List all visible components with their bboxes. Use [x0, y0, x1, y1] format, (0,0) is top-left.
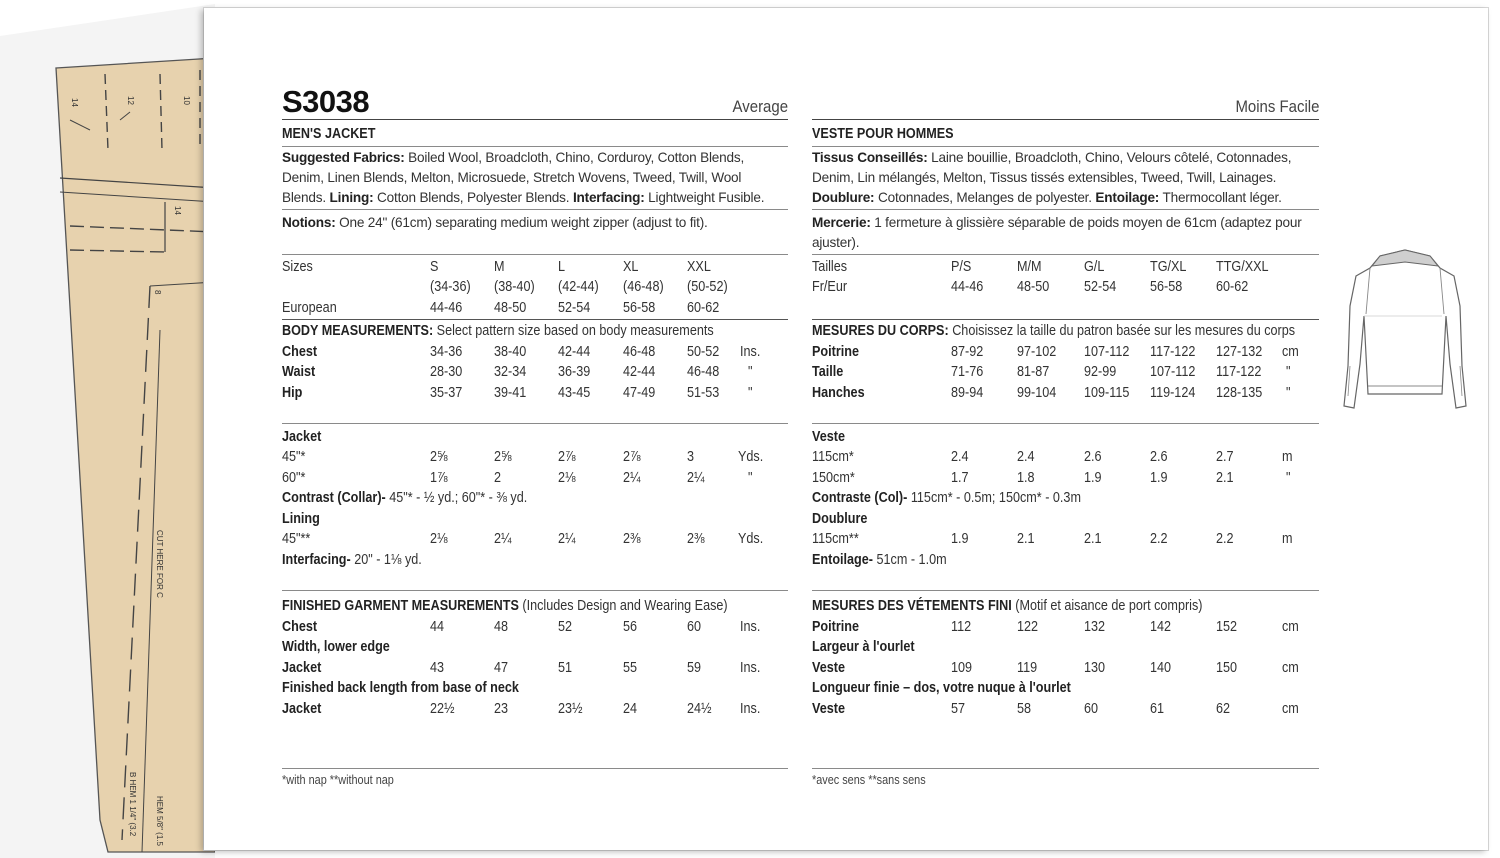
- lining-value-fr: 2.1: [1017, 531, 1035, 547]
- difficulty-level: Average: [732, 97, 788, 116]
- european-fr: 44-46: [951, 279, 984, 295]
- width-value-fr: 150: [1216, 660, 1238, 676]
- body-measurements-heading-fr: MESURES DU CORPS: Choisissez la taille du patron basée sur les mesures du corps: [812, 323, 1296, 339]
- yardage-value: 2⅞: [623, 449, 641, 465]
- lining-unit: Yds.: [738, 531, 764, 547]
- yardage-value-fr: 1.9: [1150, 470, 1168, 486]
- sizes-label-fr: Tailles: [812, 259, 848, 275]
- fabrics-label-fr: Tissus Conseillés:: [812, 150, 928, 165]
- size-s: S: [430, 259, 439, 275]
- size-xxl: XXL: [687, 259, 711, 275]
- hem-text-2: HEM 5/8" (1.5: [155, 796, 164, 846]
- lining-value: 2¼: [494, 531, 512, 547]
- yardage-row-label-fr: 150cm*: [812, 470, 855, 486]
- finished-measurements-heading: FINISHED GARMENT MEASUREMENTS (Includes Design and Wearing Ease): [282, 598, 728, 614]
- body-value-fr: 71-76: [951, 364, 984, 380]
- body-value: 43-45: [558, 385, 591, 401]
- size-fr: TG/XL: [1150, 259, 1187, 275]
- pattern-number-1: 14: [70, 98, 79, 107]
- pattern-tissue-background: [0, 0, 215, 858]
- sizes-label: Sizes: [282, 259, 313, 275]
- body-unit: ": [748, 364, 753, 380]
- body-value-fr: 87-92: [951, 344, 984, 360]
- width-value: 55: [623, 660, 638, 676]
- size-range-m: (38-40): [494, 279, 535, 295]
- finished-value-fr: 132: [1084, 619, 1106, 635]
- fabrics-label: Suggested Fabrics:: [282, 150, 405, 165]
- european-fr: 48-50: [1017, 279, 1050, 295]
- lining-row-label: 45"**: [282, 531, 311, 547]
- notions-text: One 24" (61cm) separating medium weight zipper (adjust to fit).: [339, 215, 708, 230]
- size-fr: M/M: [1017, 259, 1042, 275]
- lining-row-label-fr: 115cm**: [812, 531, 859, 547]
- size-fr: P/S: [951, 259, 972, 275]
- finished-value: 44: [430, 619, 445, 635]
- jacket-label-fr: Veste: [812, 429, 845, 445]
- yardage-value: 2¼: [623, 470, 641, 486]
- size-xl: XL: [623, 259, 639, 275]
- english-header: [282, 84, 788, 120]
- pattern-number-3: 10: [182, 96, 191, 105]
- yardage-value-fr: 2.4: [1017, 449, 1035, 465]
- width-value-fr: 109: [951, 660, 973, 676]
- notions-label-fr: Mercerie:: [812, 215, 871, 230]
- interfacing-label: Interfacing:: [572, 190, 645, 205]
- yardage-value-fr: 1.9: [1084, 470, 1102, 486]
- body-value: 47-49: [623, 385, 656, 401]
- european-fr: 52-54: [1084, 279, 1117, 295]
- size-range-l: (42-44): [558, 279, 599, 295]
- cut-here-text: CUT HERE FOR C: [155, 530, 164, 598]
- back-length-value-fr: 57: [951, 701, 966, 717]
- finished-value-fr: 142: [1150, 619, 1172, 635]
- lining-value-fr: 2.2: [1216, 531, 1234, 547]
- back-length-value: 23: [494, 701, 509, 717]
- yardage-value: 2⅝: [494, 449, 512, 465]
- back-length-value: 23½: [558, 701, 583, 717]
- yardage-value-fr: 2.1: [1216, 470, 1234, 486]
- body-value-fr: 92-99: [1084, 364, 1117, 380]
- back-length-row-label: Jacket: [282, 701, 322, 717]
- body-value-fr: 128-135: [1216, 385, 1263, 401]
- finished-value: 60: [687, 619, 702, 635]
- back-length-value-fr: 60: [1084, 701, 1099, 717]
- yardage-row-label-fr: 115cm*: [812, 449, 854, 465]
- european-fr: 56-58: [1150, 279, 1183, 295]
- back-length-value: 22½: [430, 701, 455, 717]
- finished-value-fr: 112: [951, 619, 972, 635]
- lining-value-fr: 2.1: [1084, 531, 1102, 547]
- european-m: 48-50: [494, 300, 527, 316]
- body-value-fr: 117-122: [1216, 364, 1262, 380]
- back-length-row-label-fr: Veste: [812, 701, 845, 717]
- finished-value: 48: [494, 619, 509, 635]
- finished-chest-label-fr: Poitrine: [812, 619, 859, 635]
- yardage-value: 3: [687, 449, 695, 465]
- finished-unit-fr: cm: [1282, 619, 1299, 635]
- lining-value-fr: 2.2: [1150, 531, 1168, 547]
- body-value-fr: 119-124: [1150, 385, 1196, 401]
- yardage-row-label: 45"*: [282, 449, 306, 465]
- body-unit-fr: ": [1286, 385, 1291, 401]
- yardage-value-fr: 1.8: [1017, 470, 1035, 486]
- interfacing-label-fr: Entoilage:: [1095, 190, 1160, 205]
- fabrics-paragraph: [282, 148, 788, 208]
- notions-label: Notions:: [282, 215, 336, 230]
- yardage-value: 2⅝: [430, 449, 448, 465]
- fabrics-text-fr: Laine bouillie, Broadcloth, Chino, Velours côtelé, Cotonnades, Denim, Lin mélangés, Melton, Tissus tissés extensibles, Tweed, Twill, Lainages.: [812, 150, 1292, 185]
- back-length-value: 24: [623, 701, 638, 717]
- contrast-row: Contrast (Collar)- 45"* - ½ yd.; 60"* - ⅜ yd.: [282, 490, 528, 506]
- jacket-back-illustration: [1342, 246, 1468, 414]
- body-value: 39-41: [494, 385, 527, 401]
- body-value-fr: 107-112: [1150, 364, 1196, 380]
- back-length-value-fr: 61: [1150, 701, 1165, 717]
- finished-unit: Ins.: [740, 619, 761, 635]
- european-xl: 56-58: [623, 300, 656, 316]
- width-value: 51: [558, 660, 573, 676]
- body-value-fr: 107-112: [1084, 344, 1130, 360]
- finished-chest-label: Chest: [282, 619, 318, 635]
- european-l: 52-54: [558, 300, 591, 316]
- body-value-fr: 97-102: [1017, 344, 1057, 360]
- finished-value-fr: 122: [1017, 619, 1039, 635]
- yardage-unit: Yds.: [738, 449, 764, 465]
- body-measurements-heading: BODY MEASUREMENTS: Select pattern size based on body measurements: [282, 323, 714, 339]
- difficulty-level-fr: Moins Facile: [1235, 97, 1319, 116]
- pattern-number-4: 14: [173, 206, 182, 215]
- footnote: *with nap **without nap: [282, 773, 394, 787]
- lining-value: 2⅛: [430, 531, 448, 547]
- body-value: 35-37: [430, 385, 463, 401]
- lining-value: 2¼: [558, 531, 576, 547]
- body-row-label-fr: Hanches: [812, 385, 865, 401]
- french-header: [812, 84, 1319, 120]
- body-value: 38-40: [494, 344, 527, 360]
- pattern-number-2: 12: [126, 96, 135, 105]
- body-unit: ": [748, 385, 753, 401]
- yardage-value-fr: 2.7: [1216, 449, 1234, 465]
- pattern-number-5: 8: [153, 290, 162, 295]
- back-length-unit: Ins.: [740, 701, 761, 717]
- yardage-value-fr: 2.6: [1150, 449, 1168, 465]
- pattern-envelope-back: [204, 8, 1488, 850]
- yardage-value-fr: 2.6: [1084, 449, 1102, 465]
- yardage-unit: ": [748, 470, 753, 486]
- width-label-fr: Largeur à l'ourlet: [812, 639, 915, 655]
- body-value-fr: 81-87: [1017, 364, 1050, 380]
- interfacing-text: Lightweight Fusible.: [648, 190, 765, 205]
- lining-label-fr: Doublure:: [812, 190, 875, 205]
- size-range-xl: (46-48): [623, 279, 664, 295]
- finished-value: 52: [558, 619, 573, 635]
- finished-measurements-heading-fr: MESURES DES VÉTEMENTS FINI (Motif et aisance de port compris): [812, 598, 1203, 614]
- width-value-fr: 130: [1084, 660, 1106, 676]
- back-length-value-fr: 58: [1017, 701, 1032, 717]
- yardage-value: 2: [494, 470, 502, 486]
- body-row-label-fr: Taille: [812, 364, 844, 380]
- fabrics-paragraph-fr: [812, 148, 1319, 208]
- body-value: 36-39: [558, 364, 591, 380]
- body-value: 46-48: [687, 364, 720, 380]
- width-row-label-fr: Veste: [812, 660, 845, 676]
- width-row-label: Jacket: [282, 660, 322, 676]
- width-value: 43: [430, 660, 445, 676]
- size-l: L: [558, 259, 566, 275]
- yardage-value-fr: 2.4: [951, 449, 969, 465]
- size-range-xxl: (50-52): [687, 279, 728, 295]
- body-value-fr: 109-115: [1084, 385, 1130, 401]
- body-value: 51-53: [687, 385, 720, 401]
- body-value: 42-44: [623, 364, 656, 380]
- pattern-number: S3038: [282, 84, 370, 119]
- width-value-fr: 119: [1017, 660, 1038, 676]
- lining-text: Cotton Blends, Polyester Blends.: [377, 190, 570, 205]
- footnote-fr: *avec sens **sans sens: [812, 773, 926, 787]
- yardage-unit-fr: m: [1282, 449, 1293, 465]
- back-length-unit-fr: cm: [1282, 701, 1299, 717]
- body-value: 50-52: [687, 344, 720, 360]
- european-label: European: [282, 300, 337, 316]
- lining-value: 2⅜: [623, 531, 641, 547]
- size-m: M: [494, 259, 505, 275]
- body-unit-fr: cm: [1282, 344, 1299, 360]
- notions-text-fr: 1 fermeture à glissière séparable de poids moyen de 61cm (adaptez pour ajuster).: [812, 215, 1302, 250]
- interfacing-text-fr: Thermocollant léger.: [1162, 190, 1282, 205]
- body-unit: Ins.: [740, 344, 761, 360]
- lining-section-label-fr: Doublure: [812, 511, 868, 527]
- size-fr: G/L: [1084, 259, 1105, 275]
- body-value-fr: 127-132: [1216, 344, 1263, 360]
- notions-paragraph: [282, 213, 788, 233]
- yardage-value: 2⅞: [558, 449, 576, 465]
- garment-title: MEN'S JACKET: [282, 126, 376, 142]
- european-xxl: 60-62: [687, 300, 720, 316]
- width-label: Width, lower edge: [282, 639, 390, 655]
- body-value: 42-44: [558, 344, 591, 360]
- contrast-row-fr: Contraste (Col)- 115cm* - 0.5m; 150cm* - 0.3m: [812, 490, 1081, 506]
- size-range-s: (34-36): [430, 279, 471, 295]
- hem-text-1: B HEM 1 1/4" (3.2: [128, 772, 137, 837]
- body-unit-fr: ": [1286, 364, 1291, 380]
- body-value-fr: 117-122: [1150, 344, 1196, 360]
- back-length-label: Finished back length from base of neck: [282, 680, 519, 696]
- lining-section-label: Lining: [282, 511, 320, 527]
- interfacing-row-fr: Entoilage- 51cm - 1.0m: [812, 552, 947, 568]
- jacket-label: Jacket: [282, 429, 322, 445]
- body-row-label: Waist: [282, 364, 316, 380]
- lining-label: Lining:: [329, 190, 374, 205]
- body-value: 34-36: [430, 344, 463, 360]
- lining-unit-fr: m: [1282, 531, 1293, 547]
- body-row-label: Hip: [282, 385, 303, 401]
- european-label-fr: Fr/Eur: [812, 279, 848, 295]
- european-s: 44-46: [430, 300, 463, 316]
- body-row-label: Chest: [282, 344, 318, 360]
- back-length-value: 24½: [687, 701, 712, 717]
- yardage-row-label: 60"*: [282, 470, 306, 486]
- body-value-fr: 99-104: [1017, 385, 1057, 401]
- interfacing-row: Interfacing- 20" - 1⅛ yd.: [282, 552, 422, 568]
- size-fr: TTG/XXL: [1216, 259, 1269, 275]
- width-value: 59: [687, 660, 702, 676]
- width-value: 47: [494, 660, 509, 676]
- yardage-unit-fr: ": [1286, 470, 1291, 486]
- body-row-label-fr: Poitrine: [812, 344, 859, 360]
- yardage-value: 1⅞: [430, 470, 448, 486]
- european-fr: 60-62: [1216, 279, 1249, 295]
- lining-value-fr: 1.9: [951, 531, 969, 547]
- lining-value: 2⅜: [687, 531, 705, 547]
- fabrics-text: Boiled Wool, Broadcloth, Chino, Corduroy, Cotton Blends, Denim, Linen Blends, Melton, Microsuede, Stretch Wovens, Tweed, Twill, Wool Blends.: [282, 150, 745, 205]
- lining-text-fr: Cotonnades, Melanges de polyester.: [877, 190, 1092, 205]
- yardage-value-fr: 1.7: [951, 470, 969, 486]
- width-value-fr: 140: [1150, 660, 1172, 676]
- yardage-value: 2¼: [687, 470, 705, 486]
- width-unit: Ins.: [740, 660, 761, 676]
- body-value-fr: 89-94: [951, 385, 984, 401]
- back-length-label-fr: Longueur finie – dos, votre nuque à l'ourlet: [812, 680, 1071, 696]
- garment-title-fr: VESTE POUR HOMMES: [812, 126, 954, 142]
- body-value: 32-34: [494, 364, 527, 380]
- body-value: 28-30: [430, 364, 463, 380]
- finished-value-fr: 152: [1216, 619, 1238, 635]
- width-unit-fr: cm: [1282, 660, 1299, 676]
- notions-paragraph-fr: [812, 213, 1319, 253]
- finished-value: 56: [623, 619, 638, 635]
- back-length-value-fr: 62: [1216, 701, 1231, 717]
- yardage-value: 2⅛: [558, 470, 576, 486]
- body-value: 46-48: [623, 344, 656, 360]
